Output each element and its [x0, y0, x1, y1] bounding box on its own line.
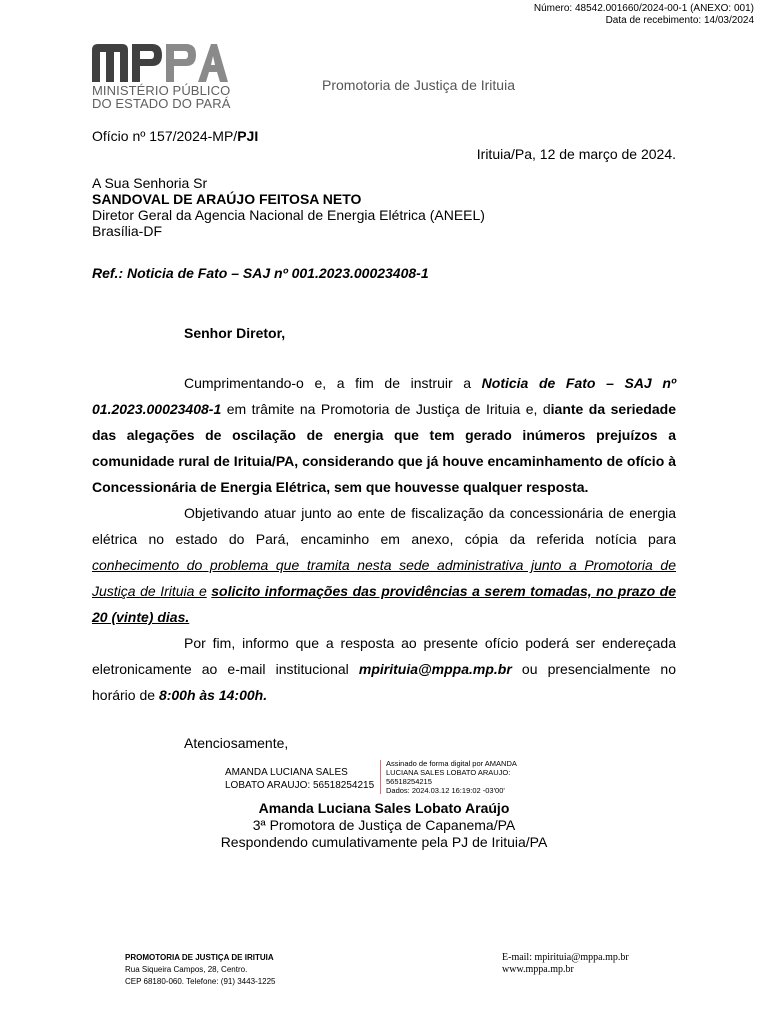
p1-notice-ref: Noticia de Fato – SAJ nº 01.2023.00023408-1 — [92, 375, 676, 417]
footer-cep: CEP 68180-060. Telefone: (91) 3443-1225 — [125, 977, 276, 986]
signature-meta-1: Assinado de forma digital por AMANDA — [386, 759, 517, 768]
letter-body — [92, 370, 676, 708]
receipt-number: Número: 48542.001660/2024-00-1 (ANEXO: 001) — [533, 3, 754, 14]
signer-note: Respondendo cumulativamente pela PJ de Irituia/PA — [220, 834, 548, 850]
oficio-number — [92, 128, 258, 145]
signer-name: Amanda Luciana Sales Lobato Araújo — [258, 800, 510, 816]
p3-text-c: ou presencialmente no horário de — [92, 661, 676, 703]
reference-line: Ref.: Noticia de Fato – SAJ nº 001.2023.00023408-1 — [92, 265, 429, 281]
p3-text-a: Por fim, informo que a resposta ao presente ofício poderá ser endereçada eletronicamente ao e-mail institucional — [92, 635, 676, 677]
logo-line-2: DO ESTADO DO PARÁ — [92, 96, 231, 111]
footer-site[interactable]: www.mppa.mp.br — [502, 964, 574, 975]
header-promotoria: Promotoria de Justiça de Irituia — [322, 77, 515, 93]
mppa-logo-mark — [92, 42, 228, 82]
footer-address: Rua Siqueira Campos, 28, Centro. — [125, 965, 248, 974]
signer-title: 3ª Promotora de Justiça de Capanema/PA — [252, 817, 516, 833]
signature-name-line-2: LOBATO ARAUJO: 56518254215 — [225, 780, 375, 791]
p3-email: mpirituia@mppa.mp.br — [358, 661, 512, 677]
recipient-role: Diretor Geral da Agencia Nacional de Energia Elétrica (ANEEL) — [92, 207, 485, 223]
oficio-prefix: Ofício nº 157/2024-MP/ — [92, 128, 238, 144]
signature-meta-4: Dados: 2024.03.12 16:19:02 -03'00' — [386, 786, 505, 795]
p2-text-underlined: conhecimento do problema que tramita nesta sede administrativa junto a Promotoria de Justiça de Irituia e — [92, 557, 676, 599]
signature-meta-3: 56518254215 — [386, 777, 432, 786]
recipient-name: SANDOVAL DE ARAÚJO FEITOSA NETO — [92, 191, 362, 207]
closing: Atenciosamente, — [184, 735, 289, 751]
date-line: Irituia/Pa, 12 de março de 2024. — [476, 146, 676, 162]
signature-divider — [380, 760, 381, 794]
greeting: Senhor Diretor, — [184, 325, 286, 341]
p2-text-a: Objetivando atuar junto ao ente de fiscalização da concessionária de energia elétrica no estado do Pará, encaminho em anexo, cópia da referida notícia para — [92, 505, 676, 547]
p1-text-a: Cumprimentando-o e, a fim de instruir a — [184, 375, 482, 391]
footer-org: PROMOTORIA DE JUSTIÇA DE IRITUIA — [125, 953, 274, 962]
paragraph-2 — [92, 500, 676, 630]
p2-text-request: solicito informações das providências a serem tomadas, no prazo de 20 (vinte) dias. — [92, 583, 676, 625]
mppa-logo — [92, 42, 228, 82]
recipient-city: Brasília-DF — [92, 223, 163, 239]
signature-meta-2: LUCIANA SALES LOBATO ARAUJO: — [386, 768, 511, 777]
p1-text-bold: iante da seriedade das alegações de oscilação de energia que tem gerado inúmeros prejuízos a comunidade rural de Irituia/PA, considerando que já houve encaminhamento de ofício à Concessionária de Energia Elétrica, sem que houvesse qualquer resposta. — [92, 401, 676, 495]
paragraph-3 — [92, 630, 676, 708]
footer-email[interactable]: E-mail: mpirituia@mppa.mp.br — [502, 952, 629, 963]
logo-line-1: MINISTÉRIO PÚBLICO — [92, 83, 231, 98]
receipt-date: Data de recebimento: 14/03/2024 — [605, 15, 754, 26]
recipient-salutation: A Sua Senhoria Sr — [92, 175, 208, 191]
paragraph-1 — [92, 370, 676, 500]
p3-hours: 8:00h às 14:00h. — [158, 687, 268, 703]
p1-text-c: em trâmite na Promotoria de Justiça de Irituia e, d — [221, 401, 551, 417]
oficio-suffix: PJI — [237, 128, 259, 144]
signature-name-line-1: AMANDA LUCIANA SALES — [225, 767, 348, 778]
